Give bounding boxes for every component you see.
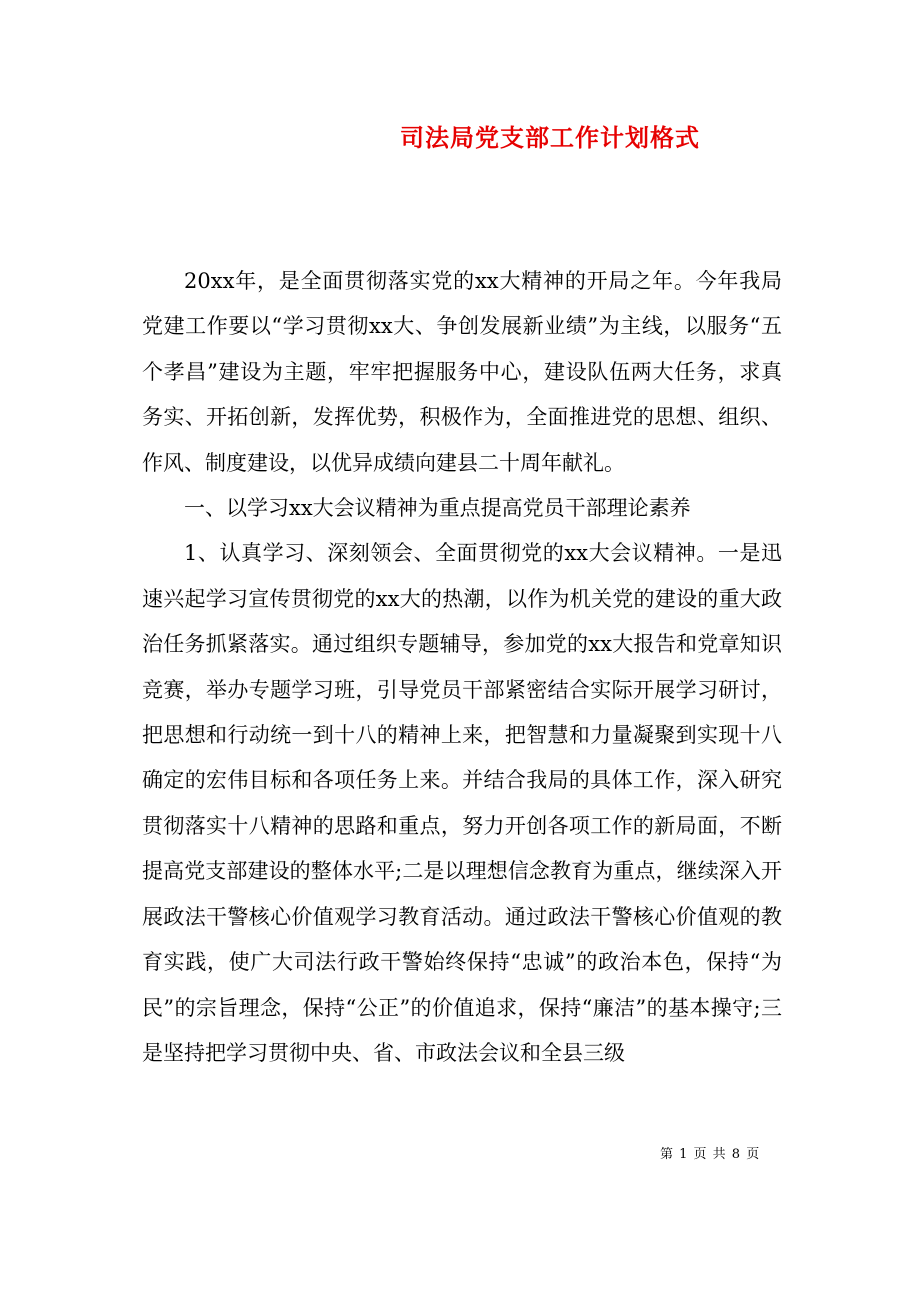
paragraph-intro: 20xx年，是全面贯彻落实党的xx大精神的开局之年。今年我局党建工作要以“学习贯彻xx大、争创发展新业绩”为主线，以服务“五个孝昌”建设为主题，牢牢把握服务中心，建设队伍两大任务，求真务实、开拓创新，发挥优势，积极作为，全面推进党的思想、组织、作风、制度建设，以优异成绩向建县二十周年献礼。: [142, 269, 782, 475]
document-title: 司法局党支部工作计划格式: [400, 123, 700, 152]
section-heading-1: 一、以学习xx大会议精神为重点提高党员干部理论素养: [184, 496, 691, 521]
page-number-footer: 第 1 页 共 8 页: [660, 1147, 761, 1162]
paragraph-item-1: 1、认真学习、深刻领会、全面贯彻党的xx大会议精神。一是迅速兴起学习宣传贯彻党的xx大的热潮，以作为机关党的建设的重大政治任务抓紧落实。通过组织专题辅导，参加党的xx大报告和党章知识竞赛，举办专题学习班，引导党员干部紧密结合实际开展学习研讨，把思想和行动统一到十八的精神上来，把智慧和力量凝聚到实现十八确定的宏伟目标和各项任务上来。并结合我局的具体工作，深入研究贯彻落实十八精神的思路和重点，努力开创各项工作的新局面，不断提高党支部建设的整体水平;二是以理想信念教育为重点，继续深入开展政法干警核心价值观学习教育活动。通过政法干警核心价值观的教育实践，使广大司法行政干警始终保持“忠诚”的政治本色，保持“为民”的宗旨理念，保持“公正”的价值追求，保持“廉洁”的基本操守;三是坚持把学习贯彻中央、省、市政法会议和全县三级: [142, 541, 782, 1065]
document-body: [142, 259, 782, 1076]
